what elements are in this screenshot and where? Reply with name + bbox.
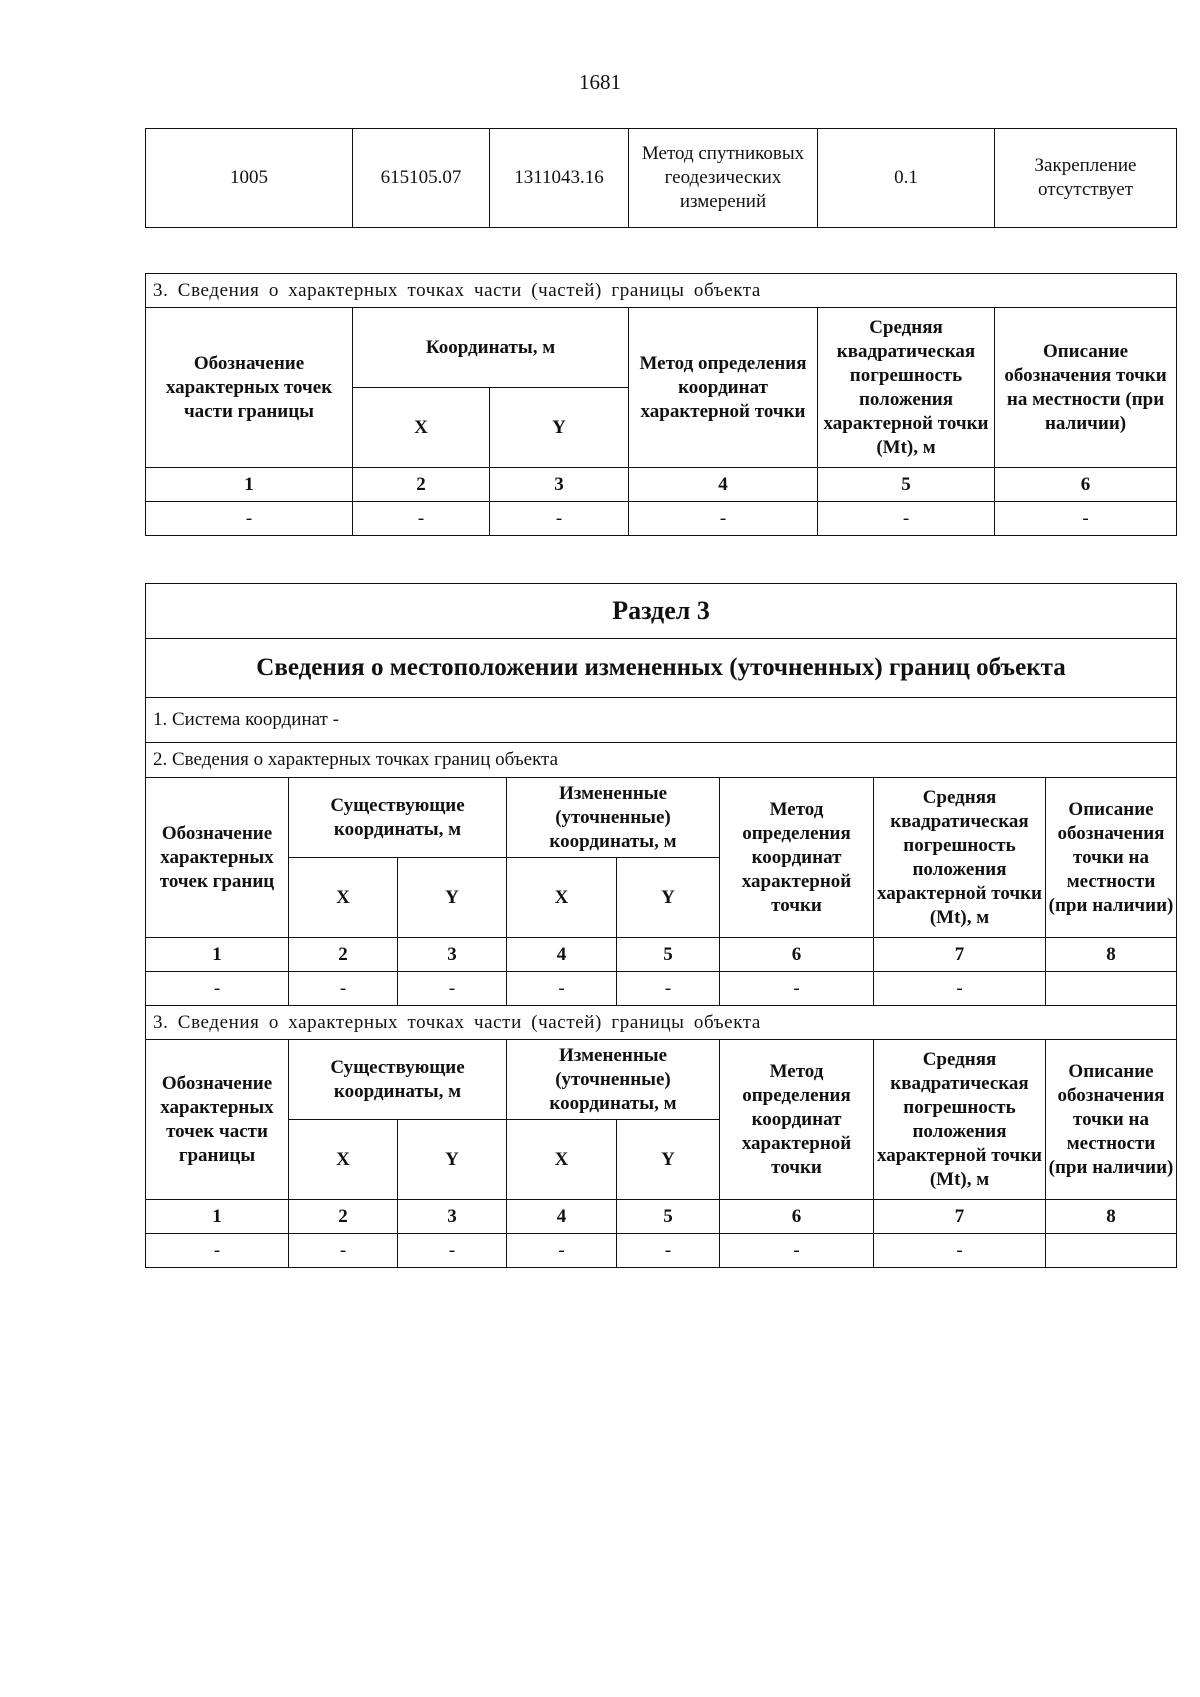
page-number: 1681: [579, 70, 621, 94]
designation-header: Обозначение характерных точек части границы: [146, 308, 353, 468]
x-header: X: [353, 388, 490, 468]
col-number: 2: [289, 938, 398, 972]
column-numbers-row: [146, 468, 1177, 502]
coordinate-system-line: 1. Система координат -: [146, 698, 1177, 743]
col-number: 7: [874, 1200, 1046, 1234]
col-number: 7: [874, 938, 1046, 972]
col-number: 5: [617, 938, 720, 972]
col-number: 4: [629, 468, 818, 502]
coordinates-continuation-table: [145, 128, 1177, 228]
coordinates-header: Координаты, м: [353, 308, 629, 388]
table-row: [146, 129, 1177, 228]
x-cell: 615105.07: [353, 129, 490, 228]
section-3-table: [145, 583, 1177, 1268]
table-row: [146, 972, 1177, 1006]
col-number: 4: [507, 1200, 617, 1234]
method-header: Метод определения координат характерной точки: [629, 308, 818, 468]
description-header: Описание обозначения точки на местности (при наличии): [1046, 1040, 1177, 1200]
column-numbers-row: [146, 938, 1177, 972]
col-number: 8: [1046, 938, 1177, 972]
changed-coordinates-header: Измененные (уточненные) координаты, м: [507, 778, 720, 858]
table-cell: -: [490, 502, 629, 536]
col-number: 1: [146, 468, 353, 502]
accuracy-cell: 0.1: [818, 129, 995, 228]
section-subtitle: Сведения о местоположении измененных (уточненных) границ объекта: [146, 639, 1177, 698]
designation-header: Обозначение характерных точек части границы: [146, 1040, 289, 1200]
description-cell: Закрепление отсутствует: [995, 129, 1177, 228]
col-number: 6: [995, 468, 1177, 502]
existing-coordinates-header: Существующие координаты, м: [289, 1040, 507, 1120]
table-cell: -: [629, 502, 818, 536]
col-number: 5: [818, 468, 995, 502]
table-cell: -: [146, 502, 353, 536]
table-cell: -: [874, 1234, 1046, 1268]
col-number: 2: [289, 1200, 398, 1234]
table-cell: -: [720, 972, 874, 1006]
col-number: 1: [146, 1200, 289, 1234]
col-number: 3: [398, 1200, 507, 1234]
designation-header: Обозначение характерных точек границ: [146, 778, 289, 938]
x-header: X: [289, 1120, 398, 1200]
table-cell: -: [353, 502, 490, 536]
y-header: Y: [490, 388, 629, 468]
table-cell: -: [720, 1234, 874, 1268]
table-cell: -: [398, 1234, 507, 1268]
col-number: 3: [490, 468, 629, 502]
col-number: 6: [720, 938, 874, 972]
point-cell: 1005: [146, 129, 353, 228]
col-number: 8: [1046, 1200, 1177, 1234]
table-cell: [1046, 1234, 1177, 1268]
col-number: 3: [398, 938, 507, 972]
part-boundary-points-table: [145, 273, 1177, 536]
table-cell: -: [507, 972, 617, 1006]
y-header: Y: [398, 1120, 507, 1200]
description-header: Описание обозначения точки на местности (при наличии): [1046, 778, 1177, 938]
accuracy-header: Средняя квадратическая погрешность положения характерной точки (Mt), м: [818, 308, 995, 468]
changed-coordinates-header: Измененные (уточненные) координаты, м: [507, 1040, 720, 1120]
table-row: [146, 502, 1177, 536]
x-header: X: [289, 858, 398, 938]
method-cell: Метод спутниковых геодезических измерений: [629, 129, 818, 228]
col-number: 6: [720, 1200, 874, 1234]
method-header: Метод определения координат характерной точки: [720, 1040, 874, 1200]
table-cell: -: [289, 972, 398, 1006]
y-header: Y: [398, 858, 507, 938]
table-cell: -: [146, 972, 289, 1006]
table-cell: -: [146, 1234, 289, 1268]
description-header: Описание обозначения точки на местности (при наличии): [995, 308, 1177, 468]
y-header: Y: [617, 1120, 720, 1200]
accuracy-header: Средняя квадратическая погрешность положения характерной точки (Mt), м: [874, 778, 1046, 938]
y-header: Y: [617, 858, 720, 938]
table-cell: -: [818, 502, 995, 536]
col-number: 2: [353, 468, 490, 502]
column-numbers-row: [146, 1200, 1177, 1234]
existing-coordinates-header: Существующие координаты, м: [289, 778, 507, 858]
col-number: 4: [507, 938, 617, 972]
accuracy-header: Средняя квадратическая погрешность положения характерной точки (Mt), м: [874, 1040, 1046, 1200]
section-title: Раздел 3: [146, 584, 1177, 639]
x-header: X: [507, 858, 617, 938]
table-caption: 3. Сведения о характерных точках части (частей) границы объекта: [146, 274, 1177, 308]
y-cell: 1311043.16: [490, 129, 629, 228]
col-number: 1: [146, 938, 289, 972]
table-cell: -: [617, 972, 720, 1006]
table-cell: -: [617, 1234, 720, 1268]
table-cell: [1046, 972, 1177, 1006]
part-points-caption: 3. Сведения о характерных точках части (частей) границы объекта: [146, 1006, 1177, 1040]
table-cell: -: [289, 1234, 398, 1268]
col-number: 5: [617, 1200, 720, 1234]
table-cell: -: [874, 972, 1046, 1006]
table-cell: -: [398, 972, 507, 1006]
table-cell: -: [507, 1234, 617, 1268]
method-header: Метод определения координат характерной точки: [720, 778, 874, 938]
x-header: X: [507, 1120, 617, 1200]
table-cell: -: [995, 502, 1177, 536]
boundary-points-caption: 2. Сведения о характерных точках границ объекта: [146, 743, 1177, 778]
table-row: [146, 1234, 1177, 1268]
